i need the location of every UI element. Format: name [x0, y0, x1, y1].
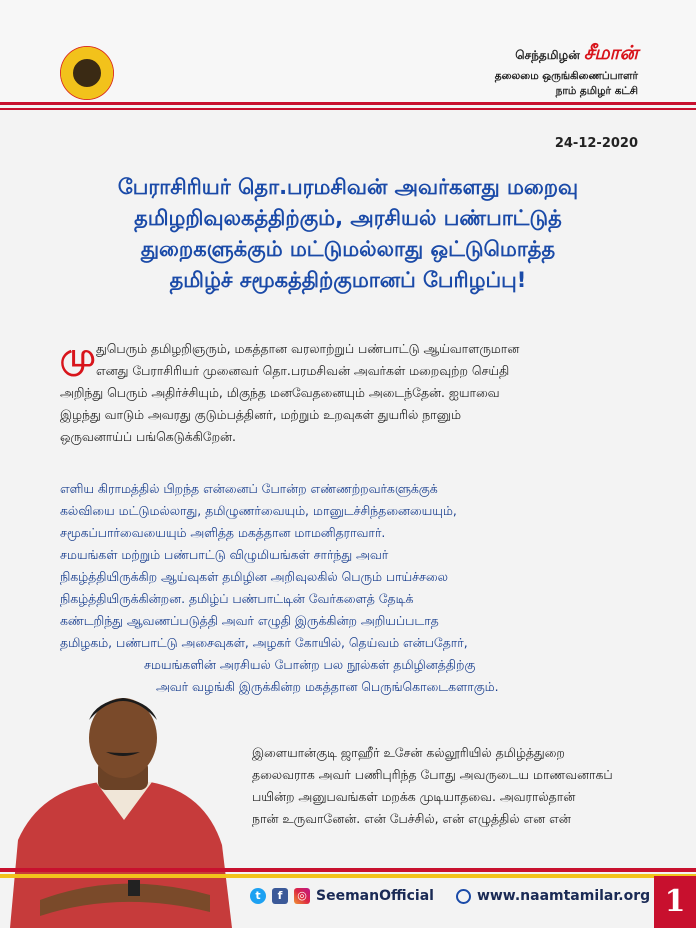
paragraph-line: நான் உருவானேன். என் பேச்சில், என் எழுத்தில் என என் — [252, 811, 571, 826]
title-line: தமிழறிவுலகத்திற்கும், அரசியல் பண்பாட்டுத் — [134, 206, 562, 230]
footer-contact — [250, 888, 650, 904]
paragraph-line: பயின்ற அனுபவங்கள் மறக்க முடியாதவை. அவரால்தான் — [252, 789, 576, 804]
social-handle[interactable]: SeemanOfficial — [316, 888, 434, 904]
paragraph-line: சமயங்களின் அரசியல் போன்ற பல நூல்கள் தமிழினத்திற்கு — [144, 657, 476, 672]
paragraph-line: எளிய கிராமத்தில் பிறந்த என்னைப் போன்ற எண்ணற்றவர்களுக்குக் — [60, 481, 438, 496]
brand-role: தலைமை ஒருங்கிணைப்பாளர் — [494, 70, 638, 82]
drop-cap: மு — [60, 336, 96, 374]
paragraph-line: சமூகப்பார்வையையும் அளித்த மகத்தான மாமனிதராவார். — [60, 525, 386, 540]
paragraph-line: இழந்து வாடும் அவரது குடும்பத்தினர், மற்றும் உறவுகள் துயரில் நானும் — [60, 407, 461, 422]
paragraph-line: கல்வியை மட்டுமல்லாது, தமிழுணர்வையும், மானுடச்சிந்தனையையும், — [60, 503, 457, 518]
website-link[interactable]: www.naamtamilar.org — [476, 888, 651, 904]
facebook-icon[interactable]: f — [272, 888, 288, 904]
title-line: பேராசிரியர் தொ.பரமசிவன் அவர்களது மறைவு — [117, 175, 579, 199]
instagram-icon[interactable]: ◎ — [294, 888, 310, 904]
paragraph-line: இளையான்குடி ஜாஹீர் உசேன் கல்லூரியில் தமிழ்த்துறை — [252, 745, 565, 760]
twitter-icon[interactable]: t — [250, 888, 266, 904]
leader-portrait — [0, 680, 240, 928]
header — [0, 0, 696, 102]
footer-divider — [0, 868, 696, 872]
paragraph-line: நிகழ்த்தியிருக்கின்றன. தமிழ்ப் பண்பாட்டின் வேர்களைத் தேடிக் — [60, 591, 414, 606]
paragraph-line: கண்டறிந்து ஆவணப்படுத்தி அவர் எழுதி இருக்கின்ற அறியப்படாத — [60, 613, 439, 628]
header-divider-thin — [0, 108, 696, 110]
paragraph-3 — [252, 742, 640, 830]
footer-divider-gold — [0, 874, 696, 878]
header-divider — [0, 102, 696, 105]
paragraph-line: எனது பேராசிரியர் முனைவர் தொ.பரமசிவன் அவர்கள் மறைவுற்ற செய்தி — [96, 363, 510, 378]
statement-date: 24-12-2020 — [554, 136, 638, 151]
paragraph-line: அறிந்து பெரும் அதிர்ச்சியும், மிகுந்த மனவேதனையும் அடைந்தேன். ஐயாவை — [60, 385, 500, 400]
brand-block — [495, 42, 638, 98]
title-line: தமிழ்ச் சமூகத்திற்குமானப் பேரிழப்பு! — [169, 268, 527, 292]
statement-title — [40, 172, 656, 296]
title-line: துறைகளுக்கும் மட்டுமல்லாது ஒட்டுமொத்த — [140, 237, 556, 261]
brand-prefix: செந்தமிழன் — [515, 48, 580, 62]
tiger-logo-icon — [60, 46, 114, 100]
brand-name: சீமான் — [583, 42, 638, 64]
paragraph-line: ஒருவனாய்ப் பங்கெடுக்கிறேன். — [60, 429, 236, 444]
paragraph-line: தலைவராக அவர் பணிபுரிந்த போது அவருடைய மாணவனாகப் — [252, 767, 613, 782]
paragraph-line: தமிழகம், பண்பாட்டு அசைவுகள், அழகர் கோயில், தெய்வம் என்பதோர், — [60, 635, 468, 650]
paragraph-line: நிகழ்த்தியிருக்கிற ஆய்வுகள் தமிழின அறிவுலகில் பெரும் பாய்ச்சலை — [60, 569, 448, 584]
paragraph-2 — [60, 478, 638, 698]
paragraph-line: அவர் வழங்கி இருக்கின்ற மகத்தான பெருங்கொடைகளாகும். — [156, 679, 499, 694]
page-number: 1 — [654, 876, 696, 928]
brand-party: நாம் தமிழர் கட்சி — [555, 85, 638, 97]
paragraph-line: சமயங்கள் மற்றும் பண்பாட்டு விழுமியங்கள் சார்ந்து அவர் — [60, 547, 389, 562]
globe-icon — [456, 889, 471, 904]
paragraph-1 — [60, 338, 638, 448]
paragraph-line: துபெரும் தமிழறிஞரும், மகத்தான வரலாற்றுப் பண்பாட்டு ஆய்வாளருமான — [96, 341, 520, 356]
